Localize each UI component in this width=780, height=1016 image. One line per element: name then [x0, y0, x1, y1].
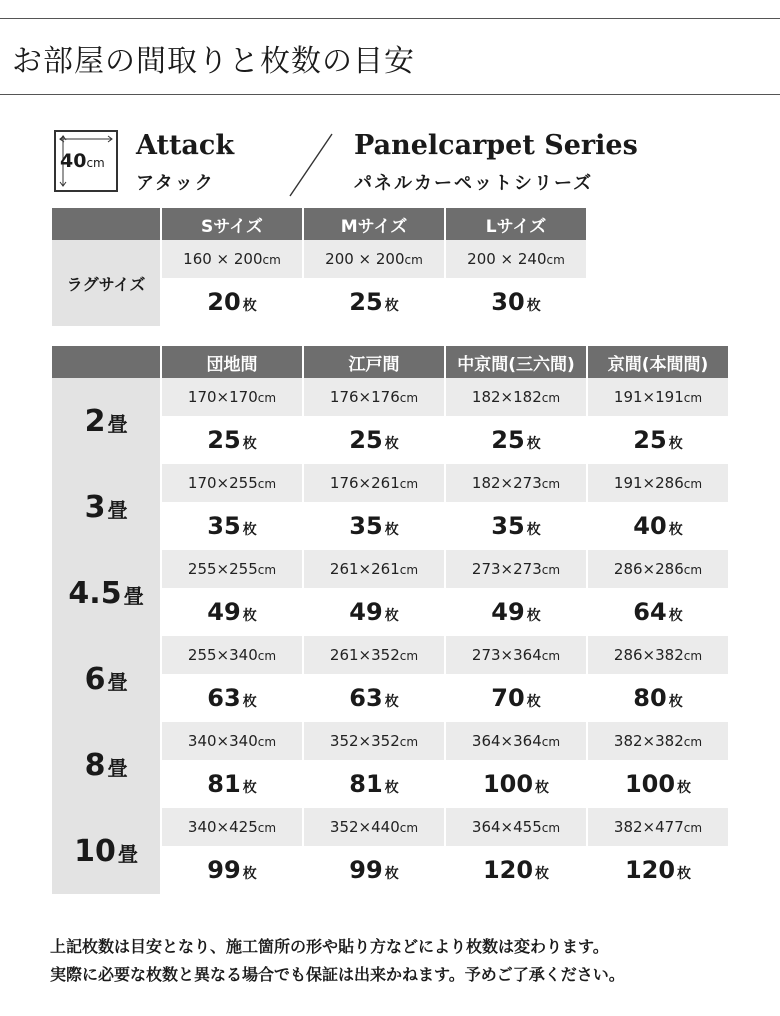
room-count-cell: 64 枚	[588, 588, 728, 636]
room-count-cell: 25 枚	[162, 416, 302, 464]
series-name-jp: パネルカーペットシリーズ	[354, 173, 594, 194]
room-dims-cell: 286×286cm	[588, 550, 728, 588]
room-count-cell: 70 枚	[446, 674, 586, 722]
room-header-edo: 江戸間	[304, 346, 444, 378]
room-count-cell: 63 枚	[162, 674, 302, 722]
room-dims-cell: 286×382cm	[588, 636, 728, 674]
brand-name-en: Attack	[136, 130, 235, 161]
room-count-cell: 100 枚	[588, 760, 728, 808]
room-count-cell: 120 枚	[588, 846, 728, 894]
room-dims-cell: 273×364cm	[446, 636, 586, 674]
room-dims-cell: 170×255cm	[162, 464, 302, 502]
room-dims-cell: 340×340cm	[162, 722, 302, 760]
room-count-cell: 100 枚	[446, 760, 586, 808]
room-row-label: 2 畳	[52, 378, 160, 464]
rug-header-s: Sサイズ	[162, 208, 302, 240]
room-count-cell: 35 枚	[446, 502, 586, 550]
room-count-cell: 99 枚	[162, 846, 302, 894]
rug-dims-l: 200 × 240cm	[446, 240, 586, 278]
rug-header-l: Lサイズ	[446, 208, 586, 240]
room-dims-cell: 191×191cm	[588, 378, 728, 416]
room-count-cell: 81 枚	[162, 760, 302, 808]
room-count-cell: 35 枚	[304, 502, 444, 550]
room-row-label: 3 畳	[52, 464, 160, 550]
room-row-label: 10 畳	[52, 808, 160, 894]
room-dims-cell: 364×455cm	[446, 808, 586, 846]
room-count-cell: 63 枚	[304, 674, 444, 722]
tile-size-label: 40cm	[60, 150, 105, 172]
page-title: お部屋の間取りと枚数の目安	[12, 44, 415, 79]
room-row-label: 4.5 畳	[52, 550, 160, 636]
room-dims-cell: 191×286cm	[588, 464, 728, 502]
room-dims-cell: 176×261cm	[304, 464, 444, 502]
room-dims-cell: 176×176cm	[304, 378, 444, 416]
room-dims-cell: 261×261cm	[304, 550, 444, 588]
series-name-en: Panelcarpet Series	[354, 130, 638, 161]
room-count-cell: 120 枚	[446, 846, 586, 894]
room-count-cell: 49 枚	[446, 588, 586, 636]
slash-divider	[286, 132, 336, 198]
note-line-2: 実際に必要な枚数と異なる場合でも保証は出来かねます。予めご了承ください。	[50, 965, 625, 984]
room-count-cell: 99 枚	[304, 846, 444, 894]
room-count-cell: 40 枚	[588, 502, 728, 550]
room-dims-cell: 352×440cm	[304, 808, 444, 846]
room-dims-cell: 255×340cm	[162, 636, 302, 674]
rug-row-label: ラグサイズ	[52, 240, 160, 326]
room-count-cell: 25 枚	[304, 416, 444, 464]
rug-count-s: 20 枚	[162, 278, 302, 326]
room-count-cell: 81 枚	[304, 760, 444, 808]
room-header-kyo: 京間(本間間)	[588, 346, 728, 378]
room-header-danchi: 団地間	[162, 346, 302, 378]
room-header-chukyo: 中京間(三六間)	[446, 346, 586, 378]
room-dims-cell: 352×352cm	[304, 722, 444, 760]
rug-count-m: 25 枚	[304, 278, 444, 326]
room-dims-cell: 182×273cm	[446, 464, 586, 502]
rug-header-corner	[52, 208, 160, 240]
tile-size-icon	[54, 130, 118, 192]
title-divider	[0, 94, 780, 95]
room-dims-cell: 382×382cm	[588, 722, 728, 760]
rug-dims-m: 200 × 200cm	[304, 240, 444, 278]
rug-count-l: 30 枚	[446, 278, 586, 326]
room-count-cell: 25 枚	[588, 416, 728, 464]
room-count-cell: 35 枚	[162, 502, 302, 550]
room-dims-cell: 182×182cm	[446, 378, 586, 416]
room-row-label: 6 畳	[52, 636, 160, 722]
room-row-label: 8 畳	[52, 722, 160, 808]
rug-dims-s: 160 × 200cm	[162, 240, 302, 278]
rug-size-table	[50, 208, 588, 326]
top-divider	[0, 18, 780, 19]
room-dims-cell: 255×255cm	[162, 550, 302, 588]
room-dims-cell: 273×273cm	[446, 550, 586, 588]
room-dims-cell: 340×425cm	[162, 808, 302, 846]
room-count-cell: 49 枚	[162, 588, 302, 636]
room-dims-cell: 261×352cm	[304, 636, 444, 674]
room-count-cell: 25 枚	[446, 416, 586, 464]
room-header-corner	[52, 346, 160, 378]
room-size-table	[50, 346, 730, 894]
room-dims-cell: 170×170cm	[162, 378, 302, 416]
room-count-cell: 80 枚	[588, 674, 728, 722]
rug-header-m: Mサイズ	[304, 208, 444, 240]
note-line-1: 上記枚数は目安となり、施工箇所の形や貼り方などにより枚数は変わります。	[50, 937, 609, 956]
brand-name-jp: アタック	[136, 173, 215, 194]
room-dims-cell: 382×477cm	[588, 808, 728, 846]
room-count-cell: 49 枚	[304, 588, 444, 636]
room-dims-cell: 364×364cm	[446, 722, 586, 760]
